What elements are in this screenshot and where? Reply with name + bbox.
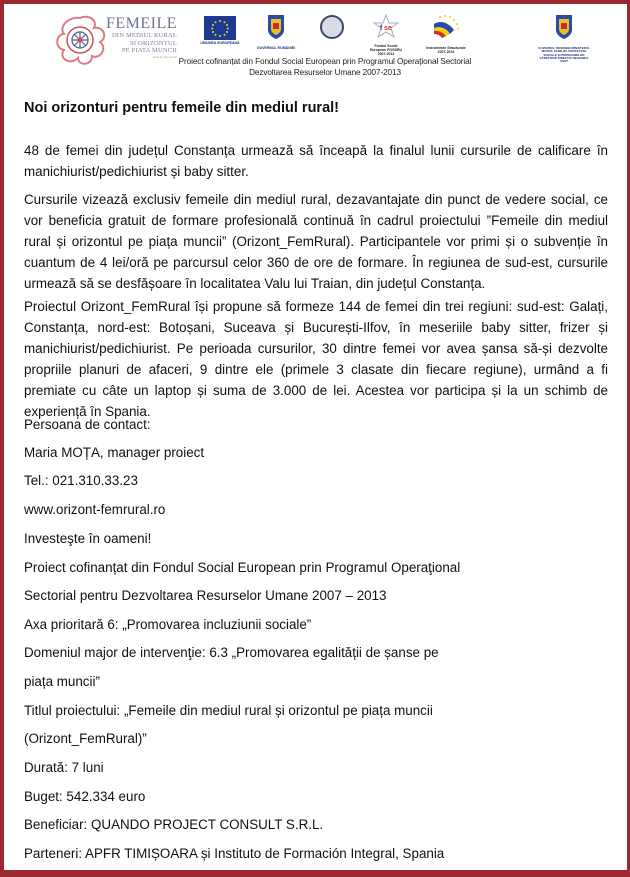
slogan: Investeşte în oameni! (24, 531, 152, 546)
header-logos (0, 0, 630, 90)
romanian-coat-of-arms-icon (267, 14, 285, 40)
contact-phone: Tel.: 021.310.33.23 (24, 473, 138, 488)
svg-text:se: se (384, 25, 392, 32)
article-title: Noi orizonturi pentru femeile din mediul rural! (24, 100, 339, 116)
intervention-domain-1: Domeniul major de intervenţie: 6.3 „Promovarea egalității de șanse pe (24, 645, 439, 660)
fse-logo: f se Fondul Social European POSDRU 2007-2013 (366, 14, 406, 57)
duration: Durată: 7 luni (24, 760, 104, 775)
paragraph-courses: Cursurile vizează exclusiv femeile din mediul rural, dezavantajate din punct de vedere social, ce vor beneficia gratuit de formare profesională continuă în cadrul proiectului ”Femeile din mediul rural și orizontul pe piața muncii” (Orizont_FemRural). Participantele vor primi și o subvenție în cuantum de 4 lei/oră pe parcursul celor 360 de ore de formare. În regiunea de sud-est, cursurile urmează să se desfășoare în localitatea Valu lui Traian, din județul Constanța. (24, 192, 608, 291)
svg-text:f: f (380, 25, 383, 32)
eu-flag-icon (204, 16, 236, 40)
eu-logo: UNIUNEA EUROPEANĂ (198, 14, 242, 46)
ministry-logo (316, 14, 348, 39)
flower-icon (54, 14, 106, 66)
contact-person: Maria MOȚA, manager proiect (24, 445, 205, 460)
fse-star-icon (373, 14, 399, 38)
government-logo: GUVERNUL ROMÂNIEI (256, 14, 296, 51)
ministry-seal-icon (320, 15, 344, 39)
structural-instruments-icon (430, 14, 462, 40)
cofinanced-line-1: Proiect cofinanțat din Fondul Social European prin Programul Operaţional (24, 560, 461, 575)
femeile-logo-text: FEMEILE DIN MEDIUL RURAL SI ORIZONTUL PE PIATA MUNCII Orizont_Fem_Rural (106, 15, 178, 59)
romanian-coat-of-arms-icon (555, 14, 573, 40)
priority-axis: Axa prioritară 6: „Promovarea incluziunii sociale” (24, 617, 312, 632)
website-link[interactable]: www.orizont-femrural.ro (24, 502, 166, 517)
ministry-labour-logo: GUVERNUL ROMÂNIEI MINISTERUL MUNCII, FAMILIEI, PROTECȚIEI SOCIALE ȘI PERSOANELOR VÂRSTNICE DIRECȚIA REGIUNEA VEST (538, 14, 590, 63)
budget: Buget: 542.334 euro (24, 789, 146, 804)
beneficiary: Beneficiar: QUANDO PROJECT CONSULT S.R.L. (24, 817, 324, 832)
cofinanced-banner: Proiect cofinanțat din Fondul Social European prin Programul Operațional Sectorial Dezvoltarea Resurselor Umane 2007-2013 (178, 57, 472, 77)
partners: Parteneri: APFR TIMIȘOARA și Instituto de Formación Integral, Spania (24, 846, 445, 861)
project-title-1: Titlul proiectului: „Femeile din mediul rural și orizontul pe piața muncii (24, 703, 433, 718)
structural-instruments-logo: Instrumente Structurale 2007-2013 (424, 14, 468, 55)
femeile-logo (54, 14, 184, 72)
intervention-domain-2: piața muncii” (24, 674, 100, 689)
paragraph-intro: 48 de femei din județul Constanța urmează să înceapă la finalul lunii cursurile de calificare în manichiurist/pedichiurist și baby sitter. (24, 143, 608, 179)
project-title-2: (Orizont_FemRural)” (24, 731, 147, 746)
paragraph-project: Proiectul Orizont_FemRural își propune să formeze 144 de femei din trei regiuni: sud-est: Galați, Constanța, nord-est: Botoșani, Suceava și București-Ilfov, în meseriile baby sitter, frizer și manichiurist/pedichiurist. Pe perioada cursurilor, 30 dintre femei vor avea șansa să-și dezvolte propriile planuri de afaceri, 9 dintre ele (primele 3 clasate din fiecare regiune), urmând a fi premiate cu câte un laptop și suma de 3.000 de lei. Acestea vor participa și la un schimb de experiență în Spania. (24, 299, 608, 419)
cofinanced-line-2: Sectorial pentru Dezvoltarea Resurselor Umane 2007 – 2013 (24, 588, 387, 603)
contact-label: Persoana de contact: (24, 417, 151, 432)
